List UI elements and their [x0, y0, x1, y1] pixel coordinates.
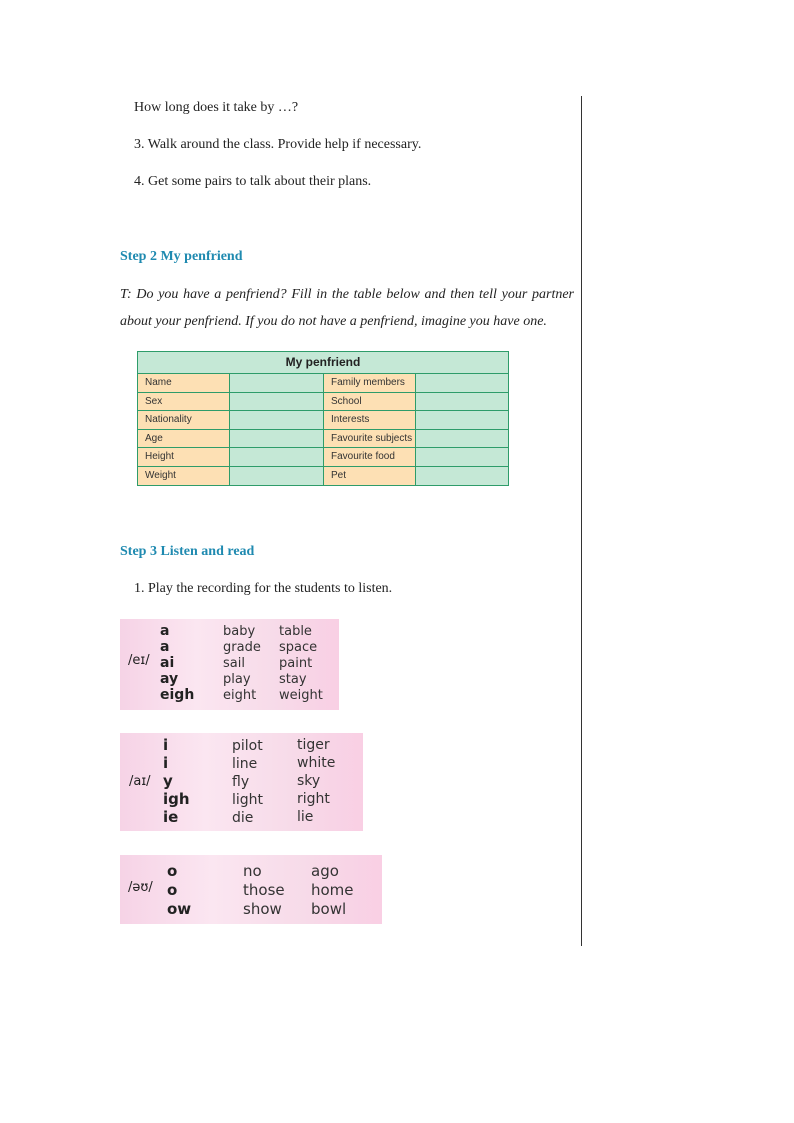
table-label-cell: Pet — [324, 467, 416, 485]
step2-heading: Step 2 My penfriend — [120, 249, 243, 264]
phonics-word: table — [279, 624, 312, 639]
phonics-word: play — [223, 672, 251, 687]
phonics-word: light — [232, 792, 264, 808]
phonics-sound: /aɪ/ — [129, 774, 151, 789]
table-blank-cell — [416, 467, 508, 485]
phonics-letters: o — [167, 862, 178, 880]
phonics-word: baby — [223, 624, 256, 639]
phonics-letters: ie — [163, 808, 179, 826]
phonics-card-ai — [120, 733, 363, 831]
phonics-letters: o — [167, 881, 178, 899]
phonics-letters: a — [160, 623, 170, 639]
table-label-cell: Favourite food — [324, 448, 416, 466]
phonics-word: weight — [279, 688, 323, 703]
phonics-word: pilot — [232, 738, 263, 754]
phonics-letters: i — [163, 736, 169, 754]
phonics-word: space — [279, 640, 318, 655]
step3-instruction: 1. Play the recording for the students to listen. — [134, 581, 393, 596]
phonics-letters: y — [163, 772, 173, 790]
phonics-word: grade — [223, 640, 261, 655]
phonics-word: sky — [297, 773, 321, 789]
phonics-word: home — [311, 881, 354, 899]
step3-heading: Step 3 Listen and read — [120, 544, 255, 559]
table-blank-cell — [416, 411, 508, 429]
intro-line-1: How long does it take by …? — [134, 100, 299, 115]
step2-instruction: T: Do you have a penfriend? Fill in the table below and then tell your partner about your penfriend. If you do not have a penfriend, imagine you have one. — [120, 287, 574, 329]
table-blank-cell — [416, 448, 508, 466]
table-blank-cell — [230, 430, 324, 448]
table-blank-cell — [230, 411, 324, 429]
phonics-card-ei — [120, 619, 339, 710]
table-blank-cell — [230, 448, 324, 466]
table-blank-cell — [230, 393, 324, 411]
table-row — [138, 393, 508, 412]
phonics-word: eight — [223, 688, 257, 703]
table-label-cell: School — [324, 393, 416, 411]
table-blank-cell — [230, 467, 324, 485]
phonics-sound: /eɪ/ — [128, 653, 150, 668]
penfriend-table — [137, 351, 509, 486]
phonics-word: fly — [232, 774, 250, 790]
table-blank-cell — [416, 374, 508, 392]
table-blank-cell — [230, 374, 324, 392]
table-row — [138, 374, 508, 393]
phonics-word: sail — [223, 656, 245, 671]
phonics-letters: ai — [160, 655, 175, 671]
phonics-word: tiger — [297, 737, 330, 753]
phonics-letters: i — [163, 754, 169, 772]
phonics-word: line — [232, 756, 258, 772]
phonics-letters: igh — [163, 790, 190, 808]
table-blank-cell — [416, 430, 508, 448]
table-label-cell: Age — [138, 430, 230, 448]
phonics-word: lie — [297, 809, 314, 825]
phonics-letters: eigh — [160, 687, 195, 703]
phonics-word: white — [297, 755, 336, 771]
phonics-word: no — [243, 862, 262, 880]
phonics-word: show — [243, 900, 282, 918]
table-row — [138, 467, 508, 485]
phonics-word: ago — [311, 862, 339, 880]
table-row — [138, 411, 508, 430]
penfriend-table-title: My penfriend — [138, 352, 508, 374]
phonics-word: stay — [279, 672, 307, 687]
table-label-cell: Sex — [138, 393, 230, 411]
margin-line — [581, 96, 582, 946]
table-row — [138, 430, 508, 449]
phonics-word: bowl — [311, 900, 347, 918]
phonics-letters: a — [160, 639, 170, 655]
table-label-cell: Weight — [138, 467, 230, 485]
phonics-word: right — [297, 791, 330, 807]
intro-line-3: 4. Get some pairs to talk about their plans. — [134, 174, 372, 189]
table-label-cell: Nationality — [138, 411, 230, 429]
table-label-cell: Name — [138, 374, 230, 392]
intro-line-2: 3. Walk around the class. Provide help if necessary. — [134, 137, 422, 152]
phonics-letters: ow — [167, 900, 192, 918]
table-label-cell: Height — [138, 448, 230, 466]
table-label-cell: Favourite subjects — [324, 430, 416, 448]
phonics-sound: /əʊ/ — [128, 880, 153, 895]
table-blank-cell — [416, 393, 508, 411]
phonics-word: those — [243, 881, 285, 899]
phonics-letters: ay — [160, 671, 179, 687]
phonics-word: paint — [279, 656, 313, 671]
table-label-cell: Interests — [324, 411, 416, 429]
phonics-word: die — [232, 810, 254, 826]
phonics-card-ou — [120, 855, 382, 924]
table-row — [138, 448, 508, 467]
table-label-cell: Family members — [324, 374, 416, 392]
